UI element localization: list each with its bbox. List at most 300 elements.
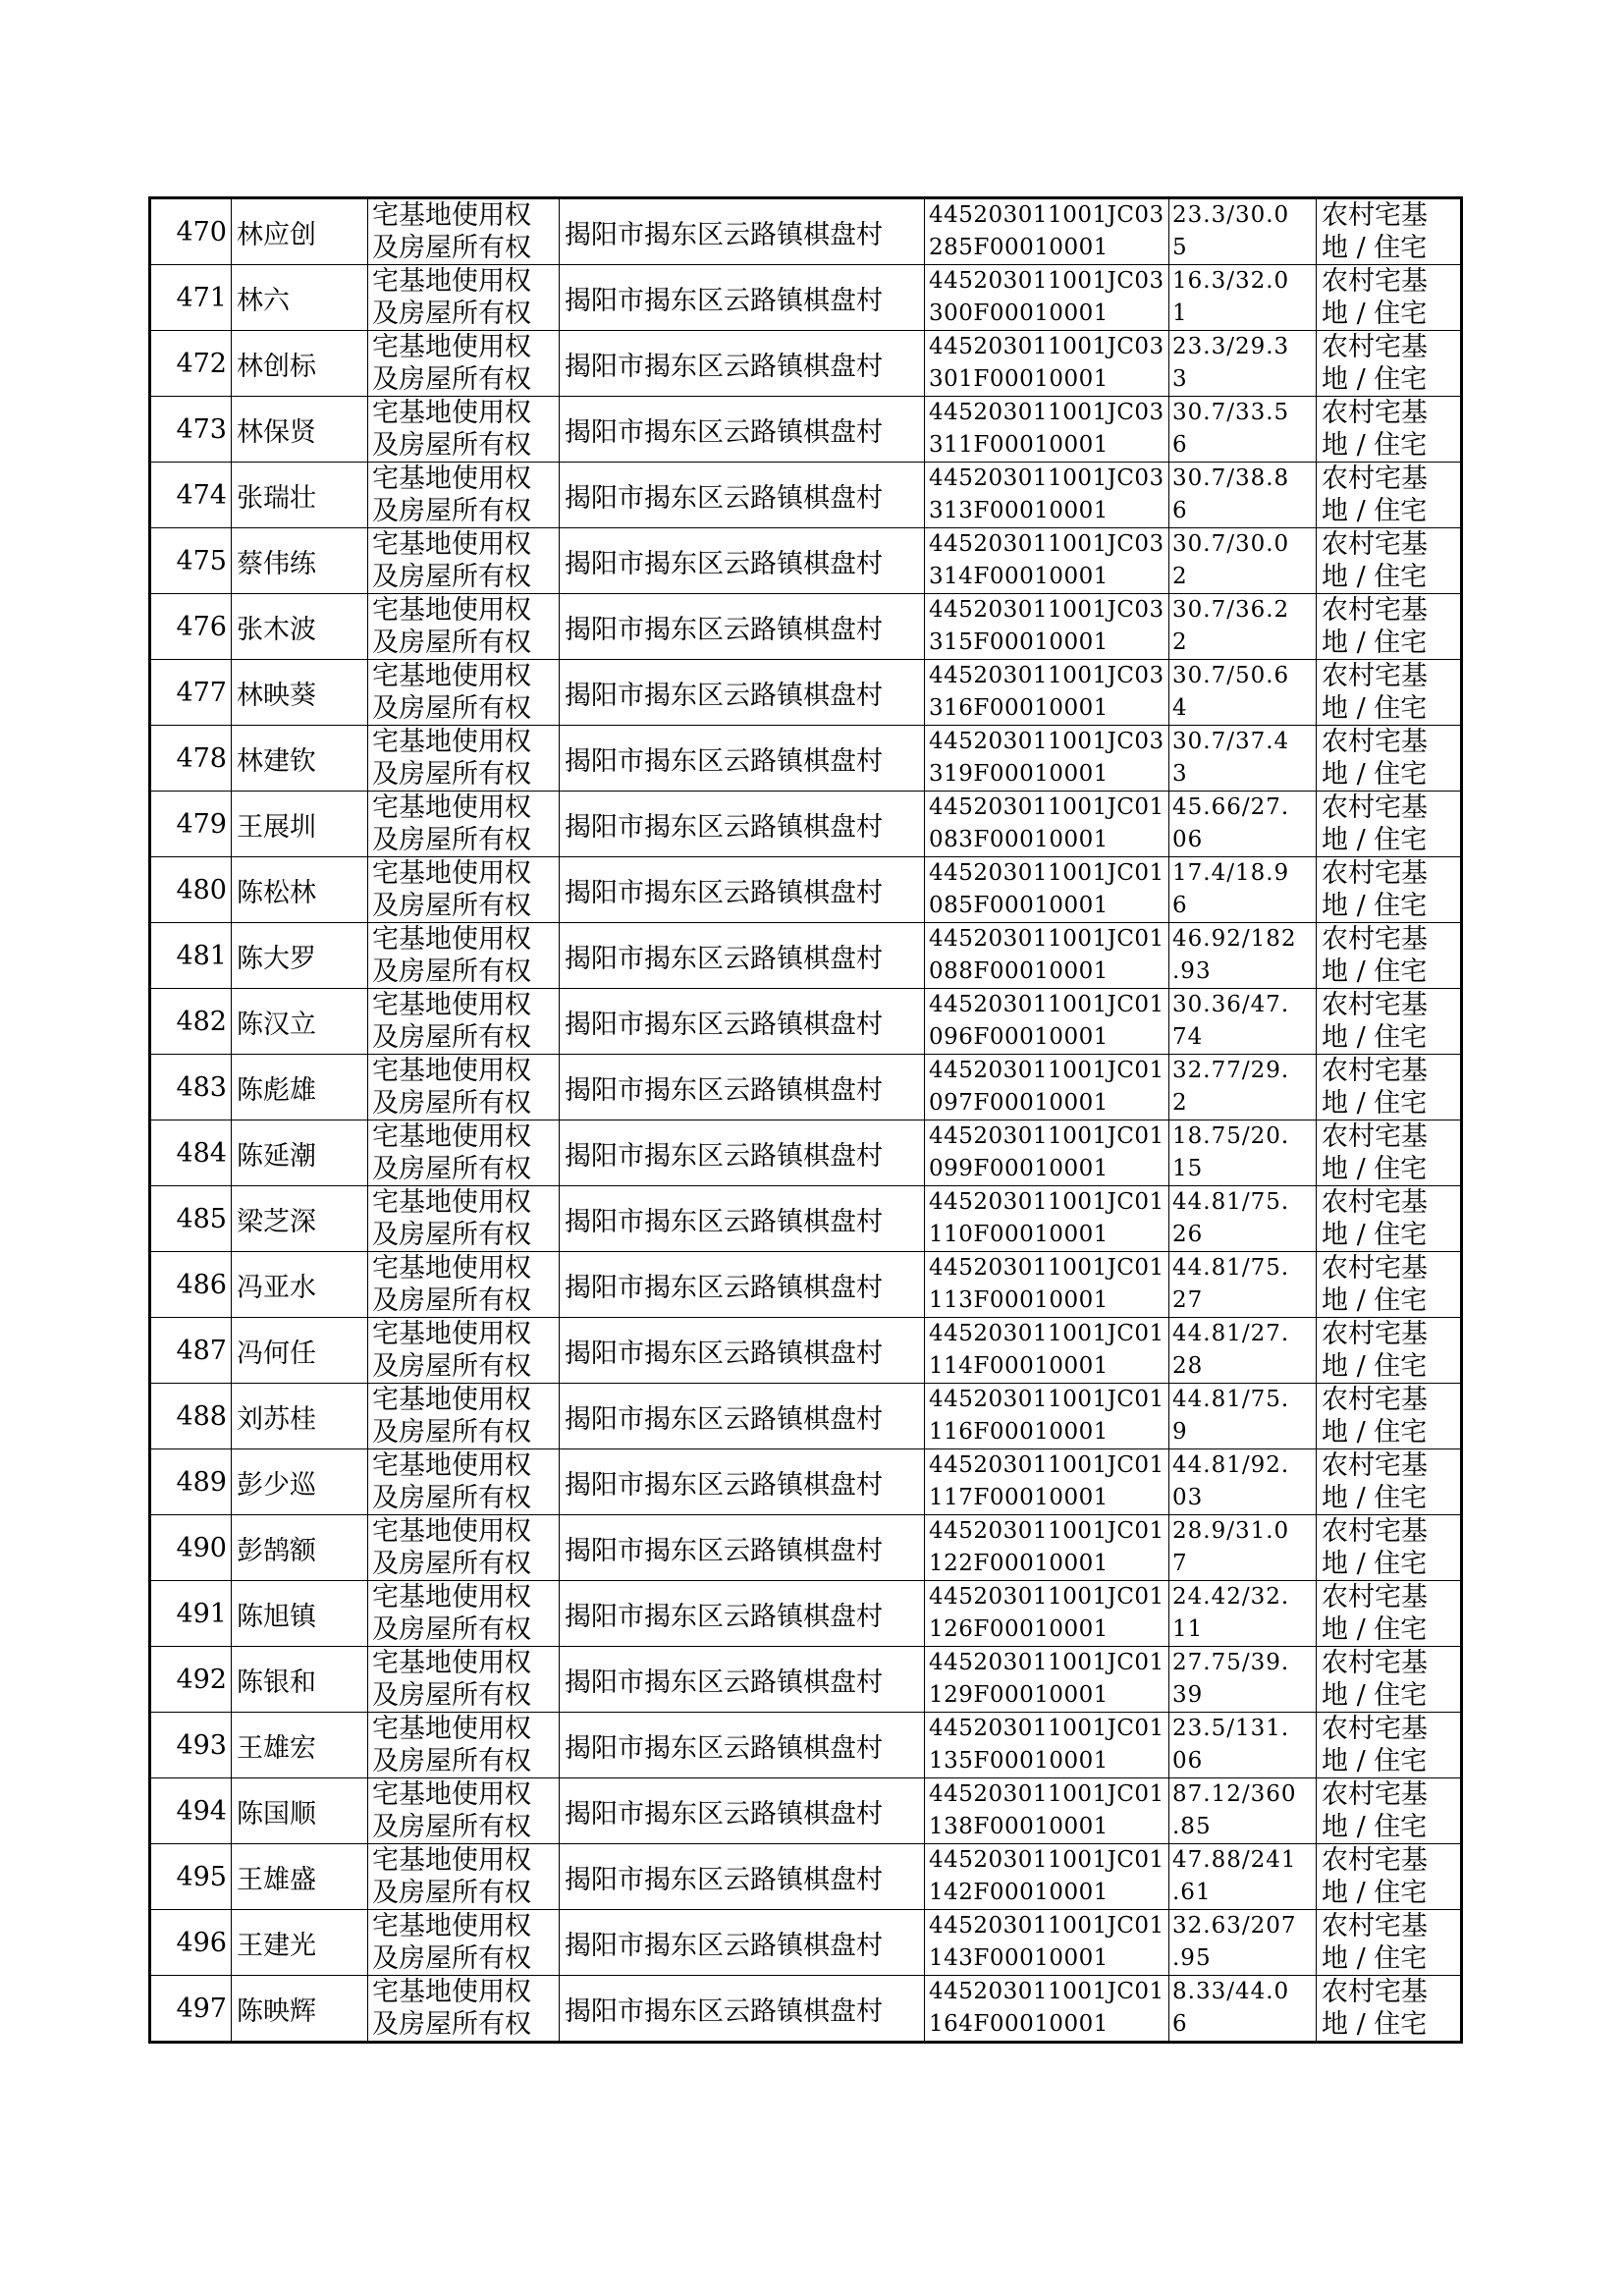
right-type-cell xyxy=(368,594,560,660)
usage-cell xyxy=(1317,528,1462,594)
owner-name-cell: 梁芝深 xyxy=(232,1186,368,1252)
usage-cell xyxy=(1317,1318,1462,1384)
unit-code-cell-line: 445203011001JC03 xyxy=(929,597,1164,623)
area-cell-line: 27 xyxy=(1172,1287,1204,1313)
right-type-cell xyxy=(368,1186,560,1252)
unit-code-cell xyxy=(925,792,1169,857)
area-cell xyxy=(1169,1318,1317,1384)
right-type-cell-line: 宅基地使用权 xyxy=(372,1714,531,1744)
table-row xyxy=(150,1844,1462,1910)
owner-name-cell: 陈延潮 xyxy=(232,1120,368,1186)
location-cell: 揭阳市揭东区云路镇棋盘村 xyxy=(560,1318,925,1384)
usage-cell xyxy=(1317,397,1462,463)
right-type-cell xyxy=(368,1515,560,1581)
location-cell: 揭阳市揭东区云路镇棋盘村 xyxy=(560,1778,925,1844)
table-row xyxy=(150,857,1462,923)
area-cell xyxy=(1169,1910,1317,1976)
right-type-cell xyxy=(368,1318,560,1384)
area-cell-line: 44.81/75. xyxy=(1172,1189,1290,1215)
area-cell-line: 2 xyxy=(1172,629,1188,655)
right-type-cell-line: 宅基地使用权 xyxy=(372,1253,531,1284)
usage-cell-line: 农村宅基 xyxy=(1322,1450,1428,1481)
area-cell xyxy=(1169,857,1317,923)
owner-name-cell: 林创标 xyxy=(232,331,368,397)
right-type-cell-line: 宅基地使用权 xyxy=(372,595,531,626)
area-cell-line: 32.63/207 xyxy=(1172,1913,1297,1939)
area-cell-line: 8.33/44.0 xyxy=(1172,1979,1290,2004)
unit-code-cell-line: 445203011001JC03 xyxy=(929,400,1164,425)
usage-cell xyxy=(1317,1778,1462,1844)
area-cell-line: 32.77/29. xyxy=(1172,1058,1290,1083)
row-number-cell: 472 xyxy=(150,331,232,397)
usage-cell xyxy=(1317,726,1462,792)
area-cell xyxy=(1169,1055,1317,1120)
right-type-cell-line: 及房屋所有权 xyxy=(372,1549,531,1579)
usage-cell-line: 农村宅基 xyxy=(1322,792,1428,823)
area-cell-line: 30.7/50.6 xyxy=(1172,663,1290,688)
usage-cell xyxy=(1317,463,1462,528)
usage-cell xyxy=(1317,923,1462,989)
usage-cell xyxy=(1317,265,1462,331)
unit-code-cell-line: 313F00010001 xyxy=(929,498,1109,523)
usage-cell-line: 农村宅基 xyxy=(1322,398,1428,428)
unit-code-cell xyxy=(925,198,1169,265)
row-number-cell: 486 xyxy=(150,1252,232,1318)
area-cell-line: 16.3/32.0 xyxy=(1172,268,1290,294)
area-cell-line: 28.9/31.0 xyxy=(1172,1518,1290,1544)
area-cell xyxy=(1169,989,1317,1055)
right-type-cell xyxy=(368,265,560,331)
unit-code-cell-line: 445203011001JC01 xyxy=(929,1979,1164,2004)
usage-cell-line: 农村宅基 xyxy=(1322,858,1428,889)
unit-code-cell-line: 285F00010001 xyxy=(929,235,1109,260)
usage-cell xyxy=(1317,198,1462,265)
owner-name-cell: 陈大罗 xyxy=(232,923,368,989)
owner-name-cell: 王展圳 xyxy=(232,792,368,857)
right-type-cell-line: 宅基地使用权 xyxy=(372,1779,531,1810)
right-type-cell-line: 及房屋所有权 xyxy=(372,891,531,921)
usage-cell-line: 地 / 住宅 xyxy=(1322,562,1428,592)
right-type-cell xyxy=(368,1844,560,1910)
owner-name-cell: 陈国顺 xyxy=(232,1778,368,1844)
area-cell xyxy=(1169,660,1317,726)
unit-code-cell-line: 445203011001JC01 xyxy=(929,1123,1164,1149)
unit-code-cell-line: 445203011001JC01 xyxy=(929,1452,1164,1478)
table-row xyxy=(150,1910,1462,1976)
row-number-cell: 480 xyxy=(150,857,232,923)
area-cell xyxy=(1169,1778,1317,1844)
unit-code-cell-line: 096F00010001 xyxy=(929,1024,1109,1050)
usage-cell-line: 地 / 住宅 xyxy=(1322,1417,1428,1448)
right-type-cell-line: 及房屋所有权 xyxy=(372,1154,531,1184)
area-cell-line: 28 xyxy=(1172,1353,1204,1379)
usage-cell-line: 农村宅基 xyxy=(1322,529,1428,560)
usage-cell-line: 地 / 住宅 xyxy=(1322,1351,1428,1382)
unit-code-cell xyxy=(925,1844,1169,1910)
usage-cell-line: 地 / 住宅 xyxy=(1322,1878,1428,1908)
usage-cell-line: 农村宅基 xyxy=(1322,1253,1428,1284)
unit-code-cell-line: 445203011001JC01 xyxy=(929,926,1164,952)
right-type-cell xyxy=(368,1120,560,1186)
unit-code-cell-line: 445203011001JC03 xyxy=(929,268,1164,294)
table-row xyxy=(150,1318,1462,1384)
area-cell-line: 9 xyxy=(1172,1419,1188,1445)
area-cell xyxy=(1169,1449,1317,1515)
table-row xyxy=(150,923,1462,989)
usage-cell xyxy=(1317,1449,1462,1515)
right-type-cell xyxy=(368,1976,560,2043)
right-type-cell xyxy=(368,198,560,265)
unit-code-cell xyxy=(925,1647,1169,1713)
right-type-cell xyxy=(368,463,560,528)
usage-cell xyxy=(1317,1055,1462,1120)
unit-code-cell-line: 129F00010001 xyxy=(929,1682,1109,1708)
unit-code-cell-line: 319F00010001 xyxy=(929,761,1109,787)
usage-cell-line: 农村宅基 xyxy=(1322,266,1428,297)
owner-name-cell: 刘苏桂 xyxy=(232,1384,368,1449)
area-cell xyxy=(1169,397,1317,463)
usage-cell xyxy=(1317,1976,1462,2043)
right-type-cell-line: 宅基地使用权 xyxy=(372,1385,531,1415)
unit-code-cell-line: 164F00010001 xyxy=(929,2011,1109,2037)
right-type-cell-line: 宅基地使用权 xyxy=(372,332,531,362)
unit-code-cell xyxy=(925,594,1169,660)
unit-code-cell-line: 099F00010001 xyxy=(929,1156,1109,1181)
table-row xyxy=(150,1515,1462,1581)
unit-code-cell-line: 445203011001JC03 xyxy=(929,334,1164,359)
table-row xyxy=(150,989,1462,1055)
right-type-cell-line: 宅基地使用权 xyxy=(372,1977,531,2007)
usage-cell-line: 地 / 住宅 xyxy=(1322,693,1428,724)
owner-name-cell: 陈银和 xyxy=(232,1647,368,1713)
owner-name-cell: 陈旭镇 xyxy=(232,1581,368,1647)
right-type-cell xyxy=(368,331,560,397)
usage-cell-line: 农村宅基 xyxy=(1322,990,1428,1020)
unit-code-cell-line: 117F00010001 xyxy=(929,1485,1109,1510)
row-number-cell: 474 xyxy=(150,463,232,528)
usage-cell xyxy=(1317,1384,1462,1449)
unit-code-cell-line: 445203011001JC01 xyxy=(929,1913,1164,1939)
right-type-cell-line: 及房屋所有权 xyxy=(372,1878,531,1908)
unit-code-cell xyxy=(925,1318,1169,1384)
right-type-cell-line: 宅基地使用权 xyxy=(372,727,531,757)
right-type-cell-line: 及房屋所有权 xyxy=(372,1088,531,1119)
area-cell xyxy=(1169,331,1317,397)
owner-name-cell: 蔡伟练 xyxy=(232,528,368,594)
owner-name-cell: 陈彪雄 xyxy=(232,1055,368,1120)
owner-name-cell: 王雄盛 xyxy=(232,1844,368,1910)
unit-code-cell-line: 126F00010001 xyxy=(929,1616,1109,1642)
table-row xyxy=(150,265,1462,331)
right-type-cell xyxy=(368,1910,560,1976)
usage-cell xyxy=(1317,1120,1462,1186)
unit-code-cell xyxy=(925,660,1169,726)
location-cell: 揭阳市揭东区云路镇棋盘村 xyxy=(560,528,925,594)
location-cell: 揭阳市揭东区云路镇棋盘村 xyxy=(560,1186,925,1252)
property-register-table xyxy=(148,196,1463,2044)
right-type-cell-line: 及房屋所有权 xyxy=(372,1351,531,1382)
usage-cell xyxy=(1317,1252,1462,1318)
location-cell: 揭阳市揭东区云路镇棋盘村 xyxy=(560,1976,925,2043)
unit-code-cell-line: 445203011001JC03 xyxy=(929,465,1164,491)
usage-cell-line: 农村宅基 xyxy=(1322,1911,1428,1941)
area-cell-line: 23.3/30.0 xyxy=(1172,202,1290,228)
right-type-cell xyxy=(368,923,560,989)
right-type-cell-line: 及房屋所有权 xyxy=(372,496,531,526)
location-cell: 揭阳市揭东区云路镇棋盘村 xyxy=(560,1647,925,1713)
location-cell: 揭阳市揭东区云路镇棋盘村 xyxy=(560,792,925,857)
area-cell xyxy=(1169,1647,1317,1713)
location-cell: 揭阳市揭东区云路镇棋盘村 xyxy=(560,397,925,463)
usage-cell-line: 农村宅基 xyxy=(1322,332,1428,362)
right-type-cell-line: 宅基地使用权 xyxy=(372,792,531,823)
usage-cell-line: 地 / 住宅 xyxy=(1322,1285,1428,1316)
owner-name-cell: 林建钦 xyxy=(232,726,368,792)
location-cell: 揭阳市揭东区云路镇棋盘村 xyxy=(560,1910,925,1976)
location-cell: 揭阳市揭东区云路镇棋盘村 xyxy=(560,1120,925,1186)
area-cell-line: 18.75/20. xyxy=(1172,1123,1290,1149)
row-number-cell: 494 xyxy=(150,1778,232,1844)
right-type-cell-line: 宅基地使用权 xyxy=(372,398,531,428)
usage-cell xyxy=(1317,1844,1462,1910)
area-cell-line: 47.88/241 xyxy=(1172,1847,1297,1873)
owner-name-cell: 林六 xyxy=(232,265,368,331)
usage-cell xyxy=(1317,857,1462,923)
row-number-cell: 489 xyxy=(150,1449,232,1515)
area-cell-line: 27.75/39. xyxy=(1172,1650,1290,1675)
row-number-cell: 476 xyxy=(150,594,232,660)
table-row xyxy=(150,198,1462,265)
right-type-cell xyxy=(368,792,560,857)
location-cell: 揭阳市揭东区云路镇棋盘村 xyxy=(560,989,925,1055)
unit-code-cell xyxy=(925,1186,1169,1252)
area-cell-line: 06 xyxy=(1172,827,1204,852)
location-cell: 揭阳市揭东区云路镇棋盘村 xyxy=(560,1844,925,1910)
unit-code-cell xyxy=(925,726,1169,792)
right-type-cell-line: 及房屋所有权 xyxy=(372,1812,531,1842)
area-cell-line: 87.12/360 xyxy=(1172,1781,1297,1807)
unit-code-cell-line: 135F00010001 xyxy=(929,1748,1109,1774)
right-type-cell-line: 及房屋所有权 xyxy=(372,364,531,395)
area-cell-line: 17.4/18.9 xyxy=(1172,860,1290,886)
unit-code-cell xyxy=(925,463,1169,528)
usage-cell-line: 农村宅基 xyxy=(1322,1977,1428,2007)
unit-code-cell xyxy=(925,1120,1169,1186)
unit-code-cell xyxy=(925,1515,1169,1581)
right-type-cell-line: 及房屋所有权 xyxy=(372,233,531,263)
unit-code-cell-line: 445203011001JC01 xyxy=(929,1650,1164,1675)
location-cell: 揭阳市揭东区云路镇棋盘村 xyxy=(560,1384,925,1449)
area-cell-line: 3 xyxy=(1172,761,1188,787)
unit-code-cell-line: 114F00010001 xyxy=(929,1353,1109,1379)
unit-code-cell xyxy=(925,1055,1169,1120)
area-cell-line: 44.81/75. xyxy=(1172,1387,1290,1412)
table-row xyxy=(150,528,1462,594)
area-cell-line: 3 xyxy=(1172,366,1188,392)
unit-code-cell-line: 113F00010001 xyxy=(929,1287,1109,1313)
table-row xyxy=(150,463,1462,528)
area-cell-line: 30.7/37.4 xyxy=(1172,729,1290,754)
area-cell-line: .61 xyxy=(1172,1880,1212,1905)
unit-code-cell-line: 316F00010001 xyxy=(929,695,1109,721)
unit-code-cell-line: 445203011001JC01 xyxy=(929,1847,1164,1873)
row-number-cell: 493 xyxy=(150,1713,232,1778)
right-type-cell-line: 宅基地使用权 xyxy=(372,1516,531,1547)
unit-code-cell-line: 445203011001JC03 xyxy=(929,202,1164,228)
unit-code-cell-line: 445203011001JC01 xyxy=(929,1518,1164,1544)
right-type-cell-line: 宅基地使用权 xyxy=(372,1319,531,1349)
right-type-cell xyxy=(368,1252,560,1318)
location-cell: 揭阳市揭东区云路镇棋盘村 xyxy=(560,331,925,397)
right-type-cell xyxy=(368,989,560,1055)
right-type-cell-line: 及房屋所有权 xyxy=(372,759,531,790)
owner-name-cell: 林映葵 xyxy=(232,660,368,726)
row-number-cell: 492 xyxy=(150,1647,232,1713)
usage-cell-line: 地 / 住宅 xyxy=(1322,364,1428,395)
right-type-cell-line: 及房屋所有权 xyxy=(372,1746,531,1776)
area-cell-line: 30.7/36.2 xyxy=(1172,597,1290,623)
table-row xyxy=(150,792,1462,857)
usage-cell-line: 农村宅基 xyxy=(1322,1582,1428,1612)
usage-cell-line: 地 / 住宅 xyxy=(1322,1943,1428,1974)
owner-name-cell: 彭鹄额 xyxy=(232,1515,368,1581)
right-type-cell-line: 及房屋所有权 xyxy=(372,562,531,592)
right-type-cell xyxy=(368,857,560,923)
owner-name-cell: 冯亚水 xyxy=(232,1252,368,1318)
right-type-cell-line: 宅基地使用权 xyxy=(372,1648,531,1678)
usage-cell-line: 地 / 住宅 xyxy=(1322,1680,1428,1711)
table-row xyxy=(150,1449,1462,1515)
area-cell-line: 30.36/47. xyxy=(1172,992,1290,1017)
unit-code-cell-line: 445203011001JC01 xyxy=(929,1255,1164,1281)
right-type-cell xyxy=(368,1778,560,1844)
area-cell-line: 15 xyxy=(1172,1156,1204,1181)
table-row xyxy=(150,594,1462,660)
unit-code-cell xyxy=(925,1910,1169,1976)
owner-name-cell: 王建光 xyxy=(232,1910,368,1976)
unit-code-cell xyxy=(925,857,1169,923)
usage-cell-line: 农村宅基 xyxy=(1322,1714,1428,1744)
unit-code-cell-line: 300F00010001 xyxy=(929,301,1109,326)
location-cell: 揭阳市揭东区云路镇棋盘村 xyxy=(560,1713,925,1778)
location-cell: 揭阳市揭东区云路镇棋盘村 xyxy=(560,265,925,331)
right-type-cell xyxy=(368,726,560,792)
right-type-cell-line: 及房屋所有权 xyxy=(372,1614,531,1645)
usage-cell-line: 地 / 住宅 xyxy=(1322,1483,1428,1513)
usage-cell xyxy=(1317,792,1462,857)
unit-code-cell xyxy=(925,1252,1169,1318)
usage-cell-line: 农村宅基 xyxy=(1322,1056,1428,1086)
right-type-cell-line: 及房屋所有权 xyxy=(372,1285,531,1316)
area-cell-line: 1 xyxy=(1172,301,1188,326)
right-type-cell xyxy=(368,397,560,463)
owner-name-cell: 冯何任 xyxy=(232,1318,368,1384)
usage-cell xyxy=(1317,331,1462,397)
right-type-cell-line: 宅基地使用权 xyxy=(372,1582,531,1612)
area-cell xyxy=(1169,1120,1317,1186)
usage-cell-line: 地 / 住宅 xyxy=(1322,759,1428,790)
area-cell-line: 44.81/75. xyxy=(1172,1255,1290,1281)
row-number-cell: 488 xyxy=(150,1384,232,1449)
row-number-cell: 475 xyxy=(150,528,232,594)
owner-name-cell: 林应创 xyxy=(232,198,368,265)
unit-code-cell-line: 143F00010001 xyxy=(929,1945,1109,1971)
table-row xyxy=(150,1120,1462,1186)
location-cell: 揭阳市揭东区云路镇棋盘村 xyxy=(560,726,925,792)
area-cell-line: 06 xyxy=(1172,1748,1204,1774)
row-number-cell: 478 xyxy=(150,726,232,792)
row-number-cell: 481 xyxy=(150,923,232,989)
usage-cell-line: 农村宅基 xyxy=(1322,1385,1428,1415)
row-number-cell: 495 xyxy=(150,1844,232,1910)
right-type-cell-line: 及房屋所有权 xyxy=(372,1680,531,1711)
location-cell: 揭阳市揭东区云路镇棋盘村 xyxy=(560,198,925,265)
table-row xyxy=(150,1778,1462,1844)
right-type-cell-line: 及房屋所有权 xyxy=(372,693,531,724)
area-cell-line: 24.42/32. xyxy=(1172,1584,1290,1610)
unit-code-cell-line: 445203011001JC01 xyxy=(929,1781,1164,1807)
area-cell xyxy=(1169,1976,1317,2043)
usage-cell xyxy=(1317,1186,1462,1252)
right-type-cell xyxy=(368,1713,560,1778)
table-row xyxy=(150,1976,1462,2043)
unit-code-cell-line: 445203011001JC03 xyxy=(929,531,1164,557)
table-row xyxy=(150,1186,1462,1252)
row-number-cell: 470 xyxy=(150,198,232,265)
right-type-cell-line: 及房屋所有权 xyxy=(372,956,531,987)
table-body xyxy=(150,198,1462,2043)
unit-code-cell-line: 083F00010001 xyxy=(929,827,1109,852)
area-cell-line: .85 xyxy=(1172,1814,1212,1839)
area-cell-line: 23.3/29.3 xyxy=(1172,334,1290,359)
table-row xyxy=(150,1384,1462,1449)
area-cell xyxy=(1169,594,1317,660)
area-cell-line: 6 xyxy=(1172,432,1188,458)
unit-code-cell xyxy=(925,265,1169,331)
unit-code-cell xyxy=(925,1581,1169,1647)
unit-code-cell-line: 097F00010001 xyxy=(929,1090,1109,1116)
right-type-cell xyxy=(368,1581,560,1647)
right-type-cell-line: 宅基地使用权 xyxy=(372,464,531,494)
unit-code-cell-line: 301F00010001 xyxy=(929,366,1109,392)
location-cell: 揭阳市揭东区云路镇棋盘村 xyxy=(560,1515,925,1581)
location-cell: 揭阳市揭东区云路镇棋盘村 xyxy=(560,923,925,989)
right-type-cell-line: 宅基地使用权 xyxy=(372,1911,531,1941)
right-type-cell-line: 宅基地使用权 xyxy=(372,661,531,691)
owner-name-cell: 张木波 xyxy=(232,594,368,660)
unit-code-cell xyxy=(925,1713,1169,1778)
row-number-cell: 490 xyxy=(150,1515,232,1581)
usage-cell-line: 农村宅基 xyxy=(1322,1187,1428,1218)
area-cell-line: 4 xyxy=(1172,695,1188,721)
owner-name-cell: 林保贤 xyxy=(232,397,368,463)
area-cell xyxy=(1169,1252,1317,1318)
right-type-cell xyxy=(368,1384,560,1449)
usage-cell-line: 农村宅基 xyxy=(1322,1779,1428,1810)
unit-code-cell-line: 445203011001JC01 xyxy=(929,992,1164,1017)
right-type-cell xyxy=(368,528,560,594)
usage-cell xyxy=(1317,1647,1462,1713)
area-cell xyxy=(1169,1844,1317,1910)
usage-cell-line: 地 / 住宅 xyxy=(1322,825,1428,855)
location-cell: 揭阳市揭东区云路镇棋盘村 xyxy=(560,857,925,923)
right-type-cell-line: 宅基地使用权 xyxy=(372,1450,531,1481)
area-cell xyxy=(1169,1186,1317,1252)
right-type-cell-line: 宅基地使用权 xyxy=(372,200,531,231)
area-cell-line: 6 xyxy=(1172,2011,1188,2037)
usage-cell-line: 地 / 住宅 xyxy=(1322,956,1428,987)
unit-code-cell-line: 445203011001JC01 xyxy=(929,860,1164,886)
